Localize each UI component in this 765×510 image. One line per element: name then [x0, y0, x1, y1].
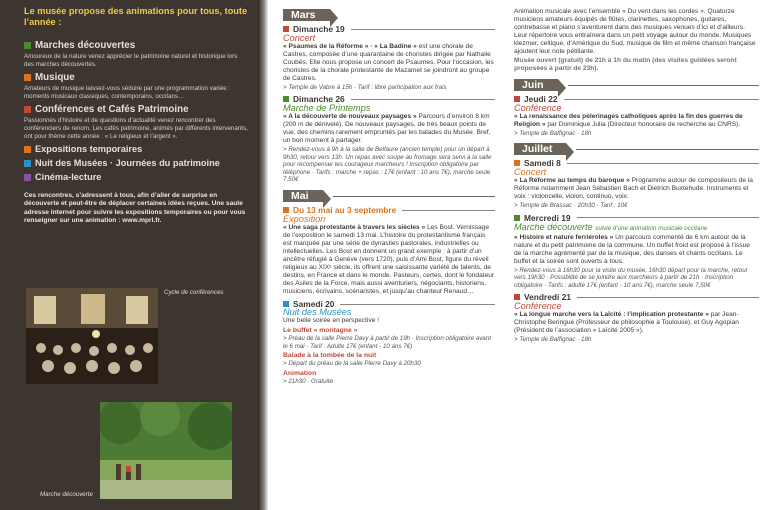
section-marches: [24, 40, 248, 68]
column-juin-juillet: [514, 0, 759, 510]
event-note: > Temple de Brassac · 20h30 · Tarif : 10€: [514, 202, 628, 210]
buffet-note: > Préau de la salle Pierre Davy à partir de 19h · Inscription obligatoire avant le 6 mai · Tarif : Adulte 17€ (enfant - 10 ans 7€): [283, 335, 491, 350]
orange-square-icon: [24, 74, 31, 81]
month-header-juin: [514, 79, 759, 91]
month-header-mai: [283, 190, 495, 202]
event-date: Vendredi 21: [514, 293, 759, 301]
event-date: Dimanche 26: [283, 95, 495, 103]
animation-title: Animation: [283, 369, 317, 377]
section-title: Conférences et Cafés Patrimoine: [35, 104, 189, 116]
row-nuit: [24, 158, 248, 168]
event-date: Samedi 8: [514, 159, 759, 167]
month-label: Mai: [283, 190, 323, 202]
event-type: Conférence: [514, 103, 562, 113]
event-note: > Temple de Baffignac · 18h: [514, 336, 592, 344]
caption-marche: Marche découverte: [40, 491, 93, 498]
month-label: Juillet: [514, 143, 566, 155]
nuit-label: Nuit des Musées · Journées du patrimoine: [35, 158, 220, 169]
conference-photo: [26, 288, 158, 384]
event-speaker: par Jean-Christophe Beringué (Professeur de philosophie à Toulouse), et Guy Agopian (Président de l’association « Laïcité 2005 »).: [514, 311, 739, 335]
section-text: Amoureux de la nature venez apprécier le patrimoine naturel et historique lors des marches découvertes.: [24, 53, 238, 68]
event-type: Marche découverte suivie d’une animation musicale occitane: [514, 221, 708, 232]
red-square-icon: [283, 26, 289, 32]
expositions-label: Expositions temporaires: [35, 144, 143, 155]
event-speaker: par Dominique Julia (Directeur honoraire de recherche au CNRS).: [547, 121, 741, 128]
month-header-juillet: [514, 143, 759, 155]
event-title: « La Réforme au temps du baroque »: [514, 177, 630, 185]
event-text: Un parcours commenté de 6 km autour de la nature et du petit patrimoine de la commune. Un buffet froid est proposé à l’issue de la marche agrémenté par de la musique, des danses et chants occitans. Le buffet et la soirée sont ouverts à tous.: [514, 233, 750, 265]
closing-text: Ces rencontres, s’adressent à tous, afin d’aller de surprise en découverte et peut-être de déplacer certaines idées reçues. Une saule adresse internet pour suivre les expositions temporaires ou pour vous renseigner sur une animation : www.mprl.fr.: [24, 192, 246, 224]
section-text: Passionnés d’histoire et de questions d’actualité venez rencontrer des conférenciers de renom. Les cafés patrimoine, animés par différents intervenants, ont pour thème cette année : « Le religieux et l’argent ».: [24, 117, 248, 140]
orange-square-icon: [514, 160, 520, 166]
page-fold: [258, 0, 268, 510]
section-musique: [24, 72, 248, 100]
orange-square-icon: [24, 146, 31, 153]
event-title: « Histoire et nature ferriéroles »: [514, 233, 614, 241]
section-title: Marches découvertes: [35, 40, 136, 51]
column-mars-mai: [283, 0, 495, 510]
purple-square-icon: [24, 174, 31, 181]
section-title: Musique: [35, 72, 75, 84]
cinema-label: Cinéma-lecture: [35, 172, 102, 183]
event-date: Samedi 20: [283, 300, 495, 308]
musee-ouvert-text: Musée ouvert (gratuit) de 21h à 1h du matin (des visites guidées seront proposées à partir de 23h).: [514, 57, 737, 72]
caption-conferences: Cycle de conférences: [164, 289, 224, 296]
month-header-mars: [283, 9, 495, 21]
row-expositions: [24, 144, 248, 154]
intro-animation-text: Animation musicale avec l’ensemble « Du vent dans les cordes ». Quatorze musiciens amateurs équipés de flûtes, clarinettes, saxophones, guitares, contrebasse et piano s’aventurent dans des musiques venues d’ici et d’ailleurs. Leur répertoire vous entraînera dans un petit voyage autour du monde. Musiques klezmer, celtique, d’Amérique du Sud, musique de film et même chanson française ajoutent leur note pétillante.: [514, 8, 756, 55]
event-type: Exposition: [283, 214, 326, 225]
event-text: Programme autour de compositeurs de la Réforme notamment Jean Sébastien Bach et Dietrich Buxtehude. Instruments et voix : violoncelle, violon, continuo, voix.: [514, 177, 753, 201]
balade-title: Balade à la tombée de la nuit: [283, 352, 377, 360]
intro-text: Le musée propose des animations pour tous, toute l’année :: [24, 6, 248, 27]
event-note: > Rendez-vous à 16h30 pour la visite du musée, 16h30 départ pour la marche, retour vers 19h30 · Possibilité de se joindre aux marcheurs à partir de 21h · Inscription obligatoire · Tarifs : adulte 17€ (enfant - 10 ans 7€), marche seule 7,50€: [514, 266, 748, 289]
green-square-icon: [283, 96, 289, 102]
event-title: « A la découverte de nouveaux paysages »: [283, 113, 417, 121]
event-text: Les Bost. Vernissage de l’exposition le samedi 13 mai. L’histoire du protestantisme français est marquée par une série de dynasties pastorales, industrielles ou intellectuelles. Les Bost en donnent un grand exemple : à partir d’un ancêtre réfugié à Genève (vers 1720), puis d’Ami Bost, figure du réveil religieux au XIXᵉ siècle, ils offrent une saisissante variété de talents, de destins, en France et dans le monde. Pasteurs, certes, dont le fondateur des Asiles de la Force, mais aussi aventuriers, négociants, historiens, musiciens, écrivains, scénaristes, et jusqu’au chanteur Renaud…: [283, 224, 495, 296]
section-text: Amateurs de musique laissez-vous séduire par une programmation variée : moments musicaux classiques, contemporains, occitans…: [24, 85, 231, 100]
event-note: > Temple de Baffignac · 18h: [514, 130, 592, 137]
event-title: « Une saga protestante à travers les siècles »: [283, 224, 426, 232]
event-type: Nuit des Musées: [283, 307, 352, 318]
event-type: Marche de Printemps: [283, 103, 371, 114]
event-date: Dimanche 19: [283, 25, 495, 33]
blue-square-icon: [24, 160, 31, 167]
event-type: Concert: [514, 167, 547, 178]
buffet-title: Le buffet « montagne »: [283, 327, 358, 335]
event-date: Mercredi 19: [514, 214, 759, 222]
green-square-icon: [24, 42, 31, 49]
event-title: « La renaissance des pèlerinages catholiques après la fin des guerres de Religion »: [514, 113, 743, 128]
event-type-suffix: suivie d’une animation musicale occitane: [595, 224, 708, 232]
event-date: Jeudi 22: [514, 95, 759, 103]
row-cinema: [24, 172, 248, 182]
event-date: Du 13 mai au 3 septembre: [283, 206, 495, 214]
red-square-icon: [24, 106, 31, 113]
month-label: Juin: [514, 79, 558, 91]
event-type: Conférence: [514, 301, 562, 312]
event-text: est une chorale de Castres, composée d’une quarantaine de choristes dirigée par Nathalie Coubès. Elle nous propose un concert de Psaumes. Pour l’occasion, les choristes de la chorale protestante de Mazamet se joindront au groupe de Castres.: [283, 43, 494, 82]
month-label: Mars: [283, 9, 330, 21]
event-text: Parcours d’environ 8 km (200 m de dénivelé). De nouveaux paysages, de très beaux points de vue, des chemins rarement empruntés par les balades du Musée. Bref, un bon moment à partager.: [283, 113, 491, 145]
section-conferences: [24, 104, 248, 140]
red-square-icon: [514, 294, 520, 300]
orange-square-icon: [283, 207, 289, 213]
event-title: « La longue marche vers la Laïcité : l’implication protestante »: [514, 311, 709, 319]
event-intro: Une belle soirée en perspective !: [283, 317, 380, 325]
animation-note: > 21h30 · Gratuite: [283, 377, 334, 385]
red-square-icon: [514, 96, 520, 102]
hike-photo: [100, 402, 232, 499]
event-type: Concert: [283, 33, 316, 43]
event-note: > Temple de Vabre à 15h · Tarif : libre participation aux frais: [283, 84, 447, 91]
balade-note: > Départ du préau de la salle Pierre Davy à 20h30: [283, 360, 421, 368]
event-title: « Psaumes de la Réforme » · « La Badine »: [283, 43, 417, 50]
event-note: > Rendez-vous à 9h à la salle de Belfaure (ancien temple) pour un départ à 9h30, retour vers 13h. Un repas avec soupe au fromage sera servi à la salle pour récompenser les courageux marcheurs ! Inscription obligatoire par téléphone · Tarifs : marche + repas : 17€ (enfant : 10 ans 7€), marche seule 7,50€: [283, 146, 492, 184]
green-square-icon: [514, 215, 520, 221]
